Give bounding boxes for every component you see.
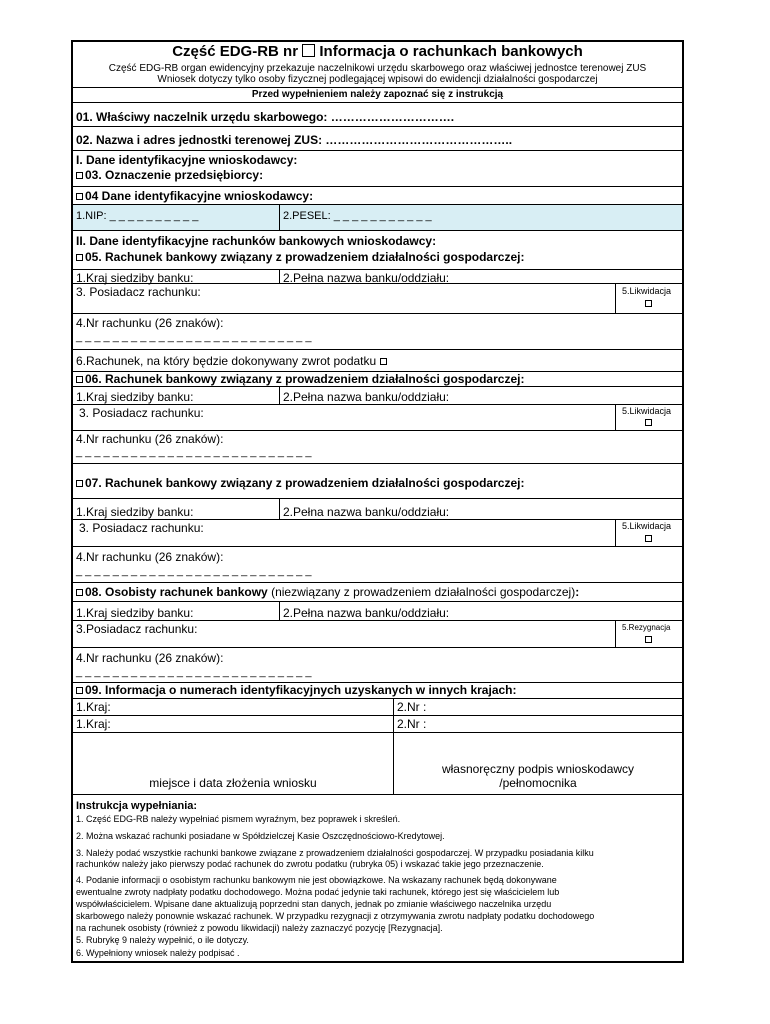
checkbox-06[interactable] <box>76 376 83 383</box>
account-08-country[interactable]: 1.Kraj siedziby banku: <box>73 602 280 620</box>
account-05-number[interactable]: 4.Nr rachunku (26 znaków): _ _ _ _ _ _ _ _ _ _ _ _ _ _ _ _ _ _ _ _ _ _ _ _ _ _ <box>73 314 682 350</box>
field-02-zus-unit[interactable]: 02. Nazwa i adres jednostki terenowej ZUS: ……………………………………….. <box>73 127 682 151</box>
signature-field[interactable]: własnoręczny podpis wnioskodawcy /pełnomocnika <box>441 762 635 790</box>
field-03-entrepreneur[interactable]: 03. Oznaczenie przedsiębiorcy: <box>73 167 682 187</box>
field-09-number-1[interactable]: 2.Nr : <box>397 700 427 714</box>
instruction-line: 2. Można wskazać rachunki posiadane w Spółdzielczej Kasie Oszczędnościowo-Kredytowej. <box>76 831 445 841</box>
account-06-liquidation[interactable]: 5.Likwidacja <box>616 405 682 430</box>
account-07-country[interactable]: 1.Kraj siedziby banku: <box>73 499 280 519</box>
id-numbers-row <box>73 205 682 231</box>
account-06-owner[interactable]: 3. Posiadacz rachunku: <box>73 405 616 430</box>
part-number-box[interactable] <box>302 44 315 57</box>
account-08-owner-row <box>73 621 682 648</box>
field-09-country-2[interactable]: 1.Kraj: <box>73 716 394 732</box>
account-07-bank-row <box>73 499 682 520</box>
instruction-line: rachunków należy jako pierwszy podać rachunek do zwrotu podatku (rubryka 05) i wskazać takie jego przeznaczenie. <box>76 859 544 869</box>
account-08-bank-row <box>73 602 682 621</box>
field-09-number-2[interactable]: 2.Nr : <box>397 717 427 731</box>
account-07-title: 07. Rachunek bankowy związany z prowadzeniem działalności gospodarczej: <box>73 463 682 499</box>
place-date-field[interactable]: miejsce i data złożenia wniosku <box>73 733 394 794</box>
header-subtitle-2: Wniosek dotyczy tylko osoby fizycznej podlegającej wpisowi do ewidencji działalności gospodarczej <box>157 74 598 85</box>
header-subtitle-1: Część EDG-RB organ ewidencyjny przekazuje naczelnikowi urzędu skarbowego oraz właściwej jednostce terenowej ZUS <box>108 63 647 74</box>
account-07-liquidation[interactable]: 5.Likwidacja <box>616 520 682 546</box>
account-06-bank-row <box>73 387 682 405</box>
account-06-number[interactable]: 4.Nr rachunku (26 znaków): _ _ _ _ _ _ _ _ _ _ _ _ _ _ _ _ _ _ _ _ _ _ _ _ _ _ <box>76 432 312 458</box>
account-07-owner-row <box>73 520 682 547</box>
field-09-title: 09. Informacja o numerach identyfikacyjnych uzyskanych w innych krajach: <box>73 683 682 699</box>
edg-rb-form <box>71 40 684 963</box>
instruction-line: 6. Wypełniony wniosek należy podpisać . <box>76 948 240 958</box>
account-06-title: 06. Rachunek bankowy związany z prowadzeniem działalności gospodarczej: <box>73 372 682 387</box>
field-09-row-1 <box>73 699 682 716</box>
field-09-row-2 <box>73 716 682 733</box>
checkbox-08-resignation[interactable] <box>645 636 652 643</box>
account-05-bank-row <box>73 270 682 284</box>
instruction-line: 1. Część EDG-RB należy wypełniać pismem wyraźnym, bez poprawek i skreśleń. <box>76 814 401 824</box>
instruction-notice: Przed wypełnieniem należy zapoznać się z instrukcją <box>73 88 682 103</box>
account-08-bank-name[interactable]: 2.Pełna nazwa banku/oddziału: <box>283 606 450 620</box>
checkbox-07-liquidation[interactable] <box>645 535 652 542</box>
instructions <box>73 795 682 963</box>
account-05-country[interactable]: 1.Kraj siedziby banku: <box>73 270 280 283</box>
account-06-bank-name[interactable]: 2.Pełna nazwa banku/oddziału: <box>283 390 450 404</box>
instruction-line: 4. Podanie informacji o osobistym rachunku bankowym nie jest obowiązkowe. Na wskazany rachunek będą dokonywane <box>76 875 557 885</box>
account-07-number[interactable]: 4.Nr rachunku (26 znaków): _ _ _ _ _ _ _ _ _ _ _ _ _ _ _ _ _ _ _ _ _ _ _ _ _ _ <box>73 547 682 583</box>
form-header <box>73 42 682 88</box>
account-05-owner[interactable]: 3. Posiadacz rachunku: <box>73 284 616 313</box>
field-01-tax-office[interactable]: 01. Właściwy naczelnik urzędu skarbowego: …………………………. <box>73 103 682 127</box>
checkbox-09[interactable] <box>76 687 83 694</box>
section-2-title: II. Dane identyfikacyjne rachunków bankowych wnioskodawcy: <box>76 234 437 248</box>
pesel-field[interactable]: 2.PESEL: _ _ _ _ _ _ _ _ _ _ _ <box>283 210 432 222</box>
checkbox-05[interactable] <box>76 254 83 261</box>
checkbox-03[interactable] <box>76 172 83 179</box>
checkbox-05-liquidation[interactable] <box>645 300 652 307</box>
account-05-liquidation[interactable]: 5.Likwidacja <box>616 284 682 313</box>
field-09-country-1[interactable]: 1.Kraj: <box>73 699 394 715</box>
signature-row <box>73 733 682 795</box>
account-05-title: 05. Rachunek bankowy związany z prowadzeniem działalności gospodarczej: <box>73 248 682 270</box>
checkbox-06-liquidation[interactable] <box>645 419 652 426</box>
instruction-line: 5. Rubrykę 9 należy wypełnić, o ile dotyczy. <box>76 935 249 945</box>
instructions-title: Instrukcja wypełniania: <box>76 800 198 812</box>
instruction-line: na rachunek osobisty (również z powodu likwidacji) należy zaznaczyć pozycję [Rezygnacja]. <box>76 923 443 933</box>
field-04-applicant-id[interactable]: 04 Dane identyfikacyjne wnioskodawcy: <box>73 187 682 205</box>
instruction-line: skarbowego należy ponownie wskazać rachunek. W przypadku rezygnacji z otrzymywania zwrotu nadpłaty podatku dochodowego <box>76 911 595 921</box>
account-07-owner[interactable]: 3. Posiadacz rachunku: <box>73 520 616 546</box>
checkbox-05-refund[interactable] <box>380 358 387 365</box>
checkbox-07[interactable] <box>76 480 83 487</box>
account-08-resignation[interactable]: 5.Rezygnacja <box>616 621 682 647</box>
account-08-owner[interactable]: 3.Posiadacz rachunku: <box>73 621 616 647</box>
account-05-owner-row <box>73 284 682 314</box>
form-title: Część EDG-RB nr Informacja o rachunkach bankowych <box>172 43 583 60</box>
section-1-title: I. Dane identyfikacyjne wnioskodawcy: <box>76 153 298 167</box>
account-06-country[interactable]: 1.Kraj siedziby banku: <box>73 387 280 404</box>
instruction-line: ewentualne zwroty nadpłaty podatku dochodowego. Można podać jedynie taki rachunek, którego jest się właścicielem lub <box>76 887 560 897</box>
account-07-bank-name[interactable]: 2.Pełna nazwa banku/oddziału: <box>283 505 450 519</box>
checkbox-04[interactable] <box>76 193 83 200</box>
instruction-line: 3. Należy podać wszystkie rachunki bankowe związane z prowadzeniem działalności gospodarczej. W przypadku posiadania kilku <box>76 848 594 858</box>
account-08-title: 08. Osobisty rachunek bankowy (niezwiązany z prowadzeniem działalności gospodarczej): <box>73 583 682 602</box>
instruction-line: współwłaścicielem. Wpisane dane aktualizują poprzedni stan danych, jednak po zmianie właściwego naczelnika urzędu <box>76 899 552 909</box>
nip-field[interactable]: 1.NIP: _ _ _ _ _ _ _ _ _ _ <box>73 205 280 230</box>
account-05-bank-name[interactable]: 2.Pełna nazwa banku/oddziału: <box>283 271 450 285</box>
account-05-refund[interactable]: 6.Rachunek, na który będzie dokonywany zwrot podatku <box>73 350 682 372</box>
account-06-owner-row <box>73 405 682 431</box>
account-08-number[interactable]: 4.Nr rachunku (26 znaków): _ _ _ _ _ _ _ _ _ _ _ _ _ _ _ _ _ _ _ _ _ _ _ _ _ _ <box>73 648 682 683</box>
checkbox-08[interactable] <box>76 589 83 596</box>
